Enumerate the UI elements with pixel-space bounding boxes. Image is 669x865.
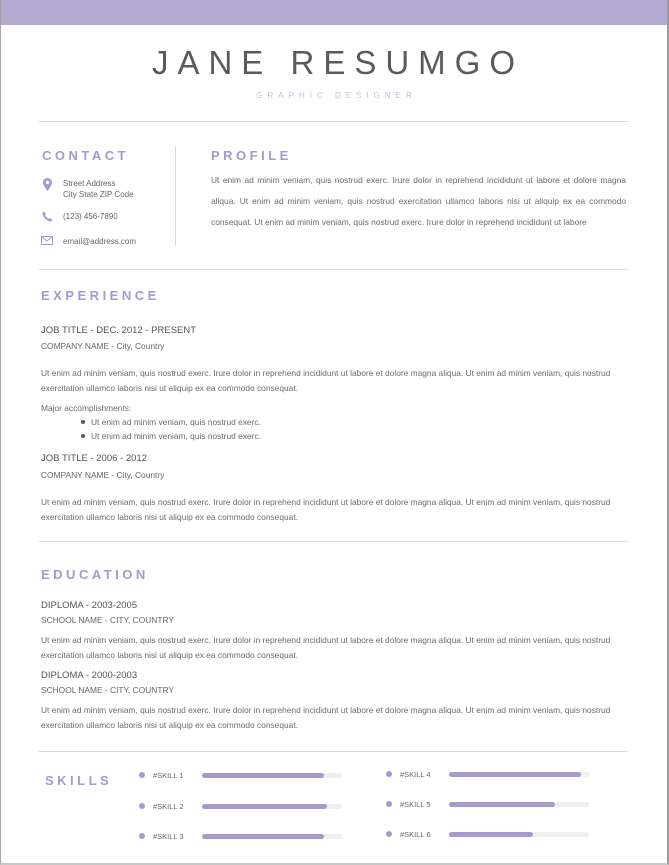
divider (39, 121, 628, 122)
divider (39, 541, 628, 542)
header-color-band (1, 0, 667, 25)
bullet-icon (81, 434, 85, 438)
contact-phone (39, 211, 118, 222)
profile-heading: PROFILE (211, 148, 292, 163)
map-pin-icon (39, 178, 55, 191)
skill-dot-icon (139, 833, 145, 839)
education-heading: EDUCATION (41, 567, 149, 582)
skill-name: #SKILL 1 (153, 770, 184, 780)
envelope-icon (39, 236, 55, 245)
email-address[interactable]: email@address.com (63, 237, 137, 246)
skill-bar (449, 772, 589, 777)
diploma-title: DIPLOMA - 2000-2003 (41, 670, 138, 681)
skill-dot-icon (139, 803, 145, 809)
skill-name: #SKILL 3 (153, 831, 184, 841)
job-description: Ut enim ad minim veniam, quis nostrud exerc. Irure dolor in reprehend incididunt ut labore et dolore magna aliqua. Ut enim ad minim veniam, quis nostrud exercitation ullamco laboris nisi ut aliquip ex ea commodo consequat. (41, 497, 611, 522)
skill-bar-fill (202, 834, 324, 839)
skills-heading: SKILLS (45, 773, 113, 788)
job-description: Ut enim ad minim veniam, quis nostrud exerc. Irure dolor in reprehend incididunt ut labore et dolore magna aliqua. Ut enim ad minim veniam, quis nostrud exercitation ullamco laboris nisi ut aliquip ex ea commodo consequat. (41, 368, 611, 393)
address-line2: City State ZIP Code (63, 190, 134, 199)
phone-number: (123) 456-7890 (63, 212, 118, 221)
skill-name: #SKILL 5 (400, 799, 431, 809)
job-title-subtitle: GRAPHIC DESIGNER (256, 91, 417, 100)
accomplishments-label: Major accomplishments: (41, 403, 132, 413)
school-name: SCHOOL NAME - CITY, COUNTRY (41, 615, 174, 625)
skill-item (139, 800, 342, 812)
company-name: COMPANY NAME - City, Country (41, 470, 165, 480)
skill-item (139, 830, 342, 842)
bullet-icon (81, 420, 85, 424)
diploma-title: DIPLOMA - 2003-2005 (41, 600, 138, 611)
vertical-divider (175, 146, 176, 246)
contact-heading: CONTACT (42, 148, 130, 163)
skill-name: #SKILL 2 (153, 801, 184, 811)
skill-item (139, 769, 342, 781)
skill-bar (449, 802, 589, 807)
skill-dot-icon (386, 801, 392, 807)
contact-address (39, 178, 134, 200)
skill-bar-fill (449, 832, 533, 837)
candidate-name: JANE RESUMGO (151, 44, 525, 81)
school-name: SCHOOL NAME - CITY, COUNTRY (41, 685, 174, 695)
skill-dot-icon (386, 771, 392, 777)
skill-dot-icon (139, 772, 145, 778)
skill-bar (202, 773, 342, 778)
profile-text: Ut enim ad minim veniam, quis nostrud exerc. Irure dolor in reprehend incididunt ut labore et dolore magna aliqua. Ut enim ad minim veniam, quis nostrud exercitation ullamco laboris nisi ut aliquip ex ea commodo consequat. Ut enim ad minim veniam, quis nostrud exerc. Irure dolor in reprehend incididunt ut labore (211, 175, 626, 227)
skill-bar (202, 804, 342, 809)
skill-bar-fill (202, 773, 324, 778)
skill-name: #SKILL 6 (400, 829, 431, 839)
address-line1: Street Address (63, 179, 116, 188)
skill-item (386, 768, 589, 780)
contact-email (39, 236, 136, 247)
skill-item (386, 828, 589, 840)
skill-bar-fill (449, 802, 555, 807)
skill-bar-fill (202, 804, 327, 809)
job-title: JOB TITLE - DEC. 2012 - PRESENT (41, 325, 197, 336)
skill-name: #SKILL 4 (400, 769, 431, 779)
job-title: JOB TITLE - 2006 - 2012 (41, 453, 147, 464)
education-description: Ut enim ad minim veniam, quis nostrud exerc. Irure dolor in reprehend incididunt ut labore et dolore magna aliqua. Ut enim ad minim veniam, quis nostrud exercitation ullamco laboris nisi ut aliquip ex ea commodo consequat. (41, 705, 611, 730)
education-description: Ut enim ad minim veniam, quis nostrud exerc. Irure dolor in reprehend incididunt ut labore et dolore magna aliqua. Ut enim ad minim veniam, quis nostrud exercitation ullamco laboris nisi ut aliquip ex ea commodo consequat. (41, 635, 611, 660)
phone-icon (39, 211, 55, 222)
experience-heading: EXPERIENCE (41, 288, 160, 303)
divider (39, 751, 628, 752)
skill-dot-icon (386, 831, 392, 837)
divider (39, 269, 628, 270)
accomplishment-item: Ut enim ad minim veniam, quis nostrud exerc. (81, 431, 261, 441)
skill-item (386, 798, 589, 810)
accomplishment-item: Ut enim ad minim veniam, quis nostrud exerc. (81, 417, 261, 427)
skill-bar-fill (449, 772, 581, 777)
skill-bar (449, 832, 589, 837)
company-name: COMPANY NAME - City, Country (41, 341, 165, 351)
skill-bar (202, 834, 342, 839)
